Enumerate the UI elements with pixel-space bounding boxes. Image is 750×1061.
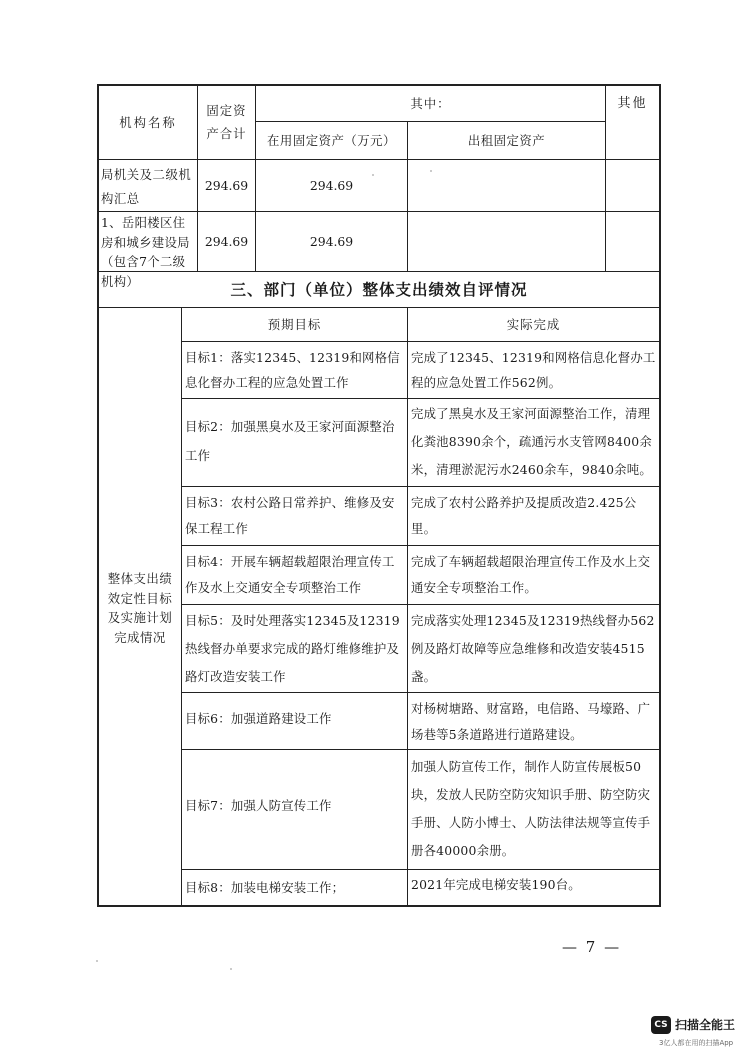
performance-row-label: 整体支出绩效定性目标及实施计划完成情况 [107, 571, 173, 645]
section-title: 三、部门（单位）整体支出绩效自评情况 [230, 280, 528, 299]
page-number: — 7 — [562, 938, 622, 956]
asset-row-name: 1、岳阳楼区住房和城乡建设局（包含7个二级机构） [101, 215, 190, 289]
goal-1: 目标1：落实12345、12319和网格信息化督办工程的应急处置工作 [185, 350, 400, 390]
scan-speck [230, 968, 232, 970]
header-other: 其他 [617, 95, 648, 111]
scan-speck [430, 170, 432, 172]
scan-speck [372, 174, 374, 176]
scanner-app-name: 扫描全能王 [675, 1018, 736, 1032]
goal-4: 目标4：开展车辆超载超限治理宣传工作及水上交通安全专项整治工作 [185, 554, 395, 595]
header-expected-goal: 预期目标 [267, 316, 322, 332]
header-fixed-assets-total: 固定资产合计 [206, 103, 247, 141]
table-border-left [97, 84, 99, 907]
goal-3: 目标3：农村公路日常养护、维修及安保工程工作 [185, 495, 395, 536]
goal-8: 目标8：加装电梯安装工作； [185, 880, 345, 895]
goal-6: 目标6：加强道路建设工作 [185, 711, 332, 726]
asset-row-in-use: 294.69 [309, 233, 354, 249]
asset-row-in-use: 294.69 [309, 177, 354, 193]
table-border-bottom [97, 905, 660, 907]
result-8: 2021年完成电梯安装190台。 [411, 877, 581, 892]
scan-speck [96, 960, 98, 962]
asset-row-name: 局机关及二级机构汇总 [101, 167, 192, 206]
scanner-watermark [651, 1016, 747, 1056]
header-org-name: 机构名称 [119, 114, 177, 130]
header-in-use-assets: 在用固定资产（万元） [267, 132, 396, 148]
result-1: 完成了12345、12319和网格信息化督办工程的应急处置工作562例。 [411, 350, 656, 390]
result-7: 加强人防宣传工作，制作人防宣传展板50块，发放人民防空防灾知识手册、防空防灾手册、人防小博士、人防法律法规等宣传手册各40000余册。 [411, 759, 651, 858]
header-actual-result: 实际完成 [506, 316, 561, 332]
header-rented-assets: 出租固定资产 [467, 132, 546, 148]
goal-7: 目标7：加强人防宣传工作 [185, 798, 332, 813]
goal-5: 目标5：及时处理落实12345及12319热线督办单要求完成的路灯维修维护及路灯改造安装工作 [185, 613, 400, 684]
scanner-logo-icon: CS [651, 1016, 671, 1034]
result-5: 完成落实处理12345及12319热线督办562例及路灯故障等应急维修和改造安装4515盏。 [411, 613, 655, 684]
result-2: 完成了黑臭水及王家河面源整治工作，清理化粪池8390余个，疏通污水支管网8400余米，清理淤泥污水2460余车，9840余吨。 [411, 406, 652, 477]
goal-2: 目标2：加强黑臭水及王家河面源整治工作 [185, 419, 395, 463]
result-6: 对杨树塘路、财富路，电信路、马壕路、广场巷等5条道路进行道路建设。 [411, 701, 651, 742]
table-border-right [659, 84, 661, 907]
result-4: 完成了车辆超载超限治理宣传工作及水上交通安全专项整治工作。 [411, 554, 651, 595]
asset-row-total: 294.69 [204, 177, 249, 193]
result-3: 完成了农村公路养护及提质改造2.425公里。 [411, 495, 637, 536]
header-of-which: 其中： [410, 95, 451, 111]
scanner-tagline: 3亿人都在用的扫描App [659, 1039, 734, 1047]
asset-row-total: 294.69 [204, 233, 249, 249]
